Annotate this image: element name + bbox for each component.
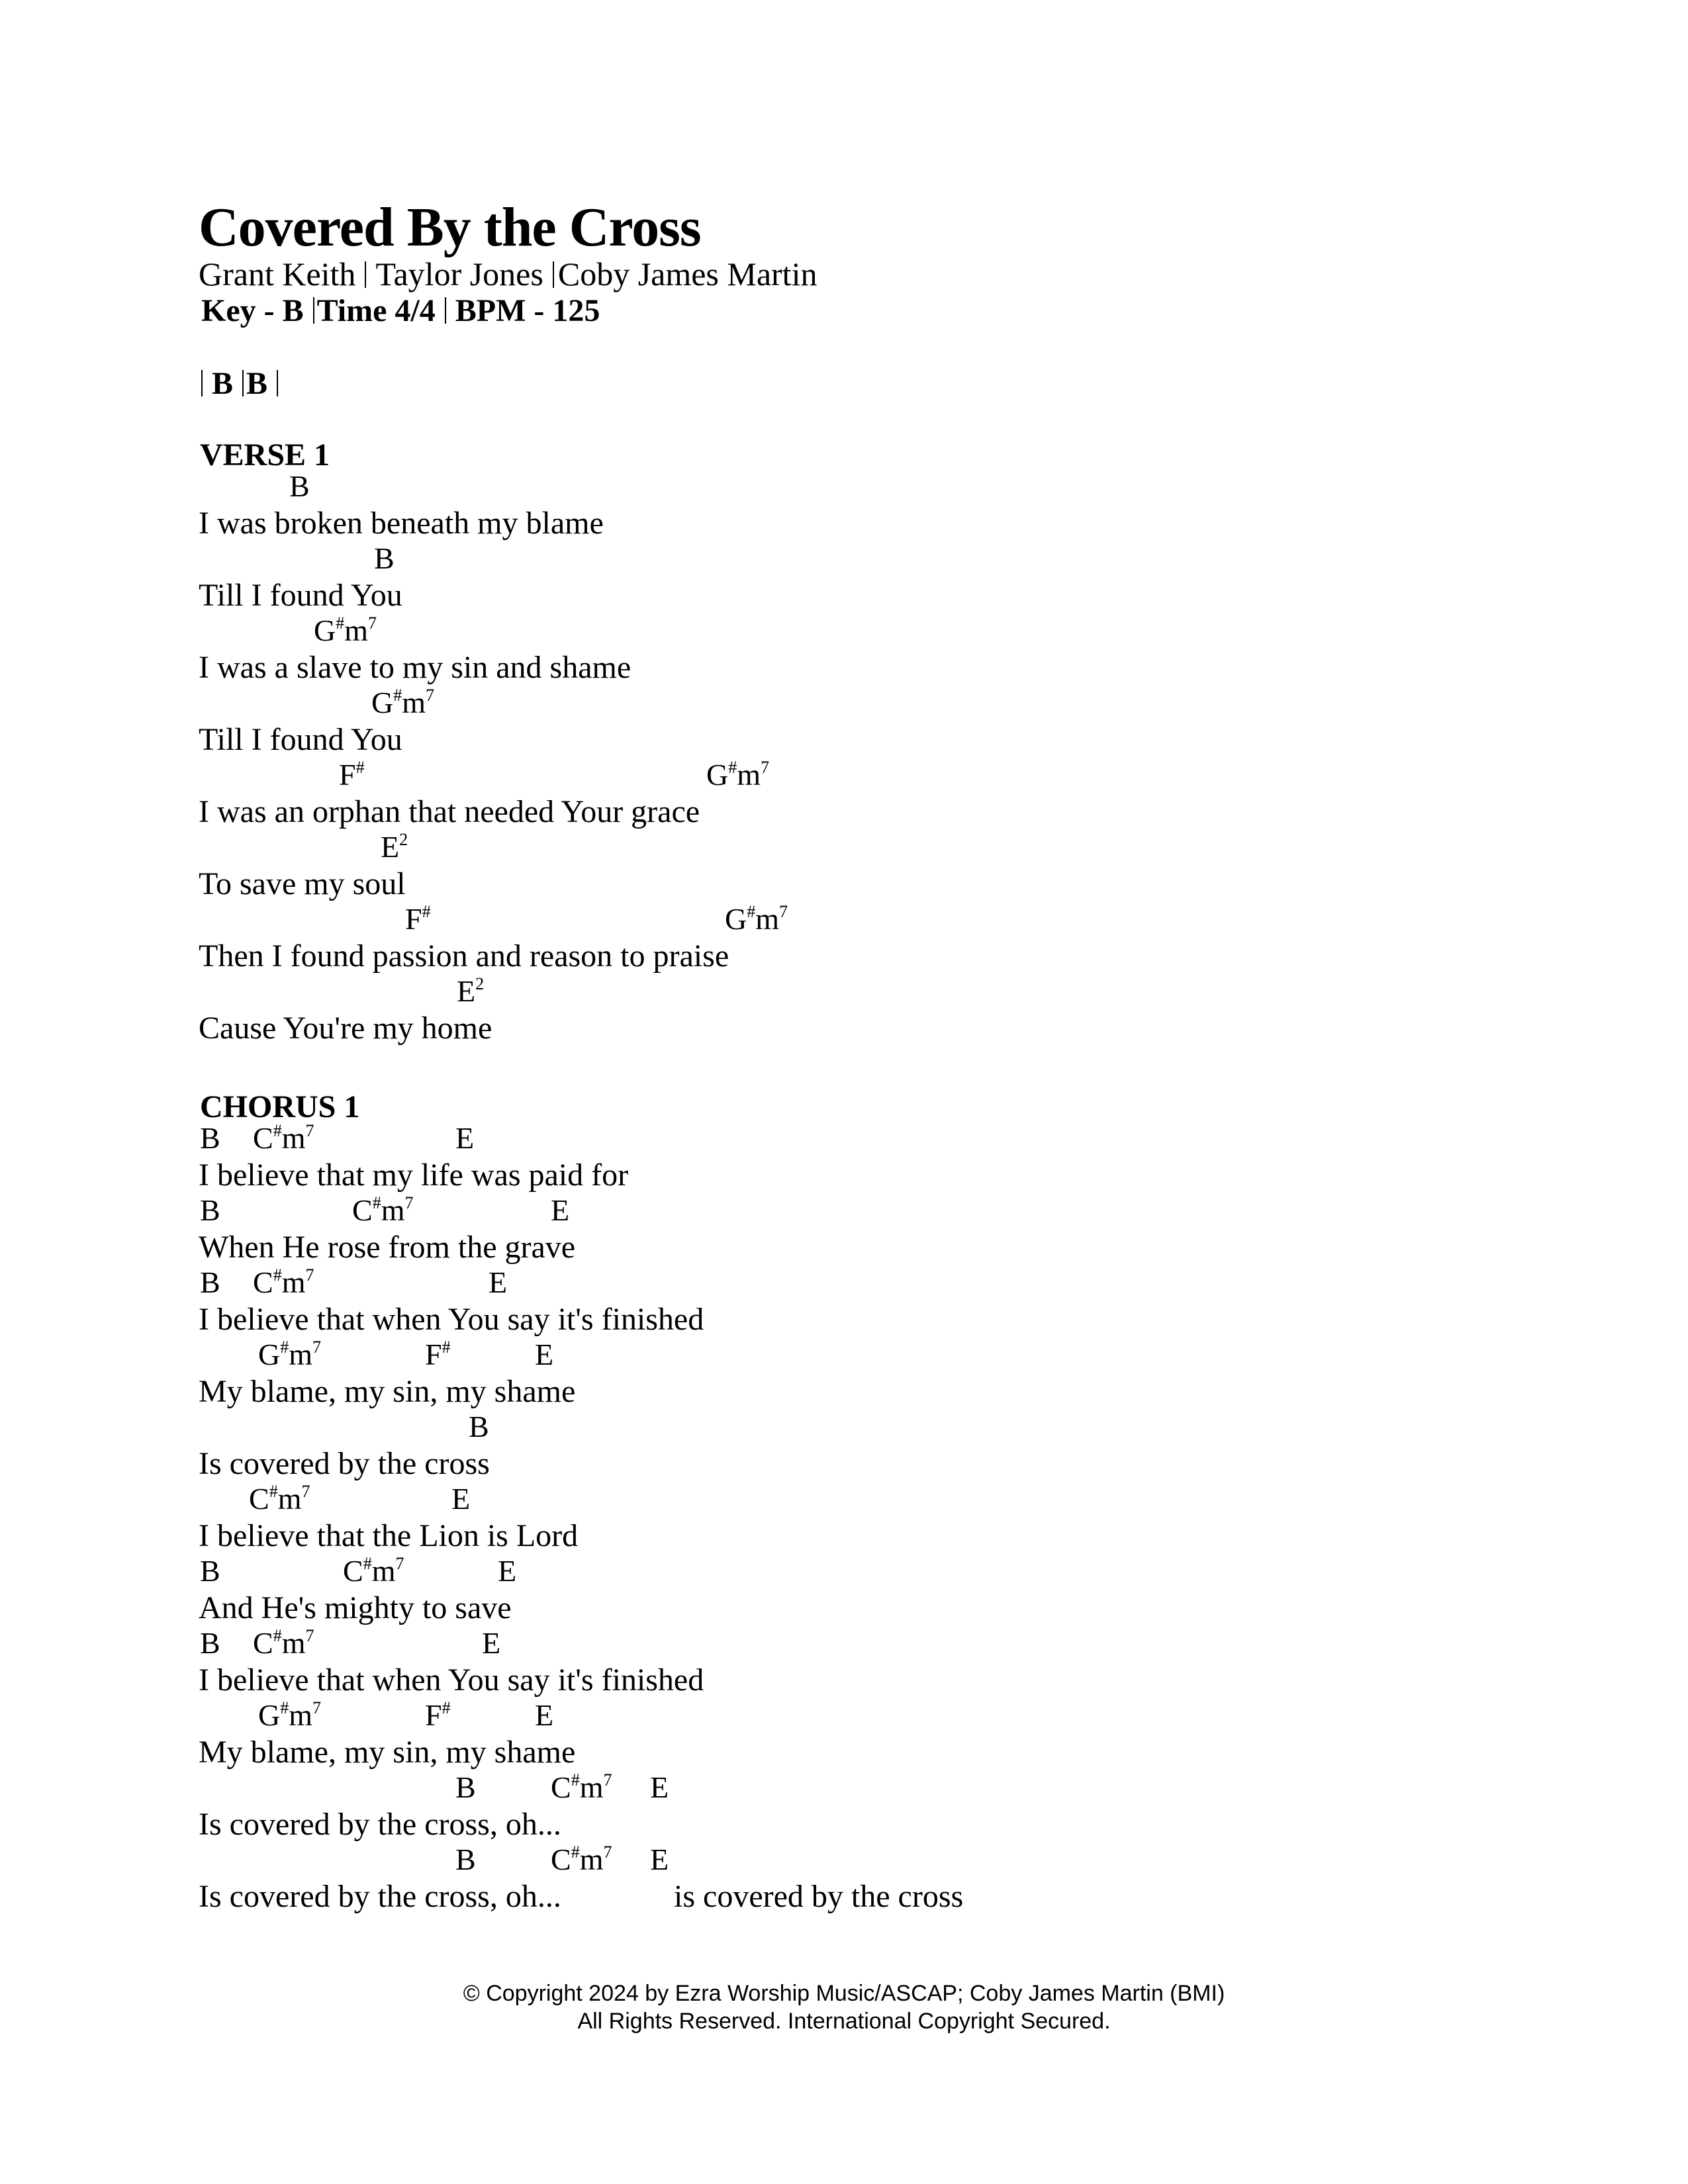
sharp-symbol: # [363, 1554, 372, 1573]
lyric-line: I was broken beneath my blame [199, 506, 604, 541]
chord [405, 901, 431, 936]
chord-extension: 7 [305, 1265, 314, 1285]
chord [725, 901, 788, 936]
chord [371, 685, 434, 720]
lyric-line: Is covered by the cross, oh... [199, 1879, 561, 1914]
chord-root: C [253, 1626, 273, 1660]
lyric-line: Till I found You [199, 578, 402, 613]
lyric-line: Cause You're my home [199, 1011, 492, 1046]
chord-root: E [457, 974, 476, 1008]
copyright-notice: © Copyright 2024 by Ezra Worship Music/ASCAP; Coby James Martin (BMI) [463, 1981, 1225, 2006]
section-label: VERSE 1 [200, 437, 330, 473]
chord-extension: 2 [399, 830, 408, 849]
chord [535, 1337, 553, 1372]
chord-extension: 7 [312, 1338, 322, 1357]
sharp-symbol: # [273, 1121, 282, 1140]
chord [650, 1842, 669, 1877]
chord-root: B [455, 1770, 476, 1804]
chord [339, 757, 365, 792]
chord-quality: m [289, 1698, 313, 1732]
sharp-symbol: # [393, 686, 402, 705]
chord-root: C [352, 1193, 373, 1227]
chord-root: G [371, 686, 394, 719]
chord [535, 1698, 553, 1733]
song-key: Key - B [201, 293, 304, 328]
chord-quality: m [755, 902, 780, 936]
chord-root: C [343, 1554, 363, 1588]
chord-root: F [339, 758, 356, 792]
sharp-symbol: # [442, 1698, 451, 1717]
chord [551, 1842, 612, 1877]
writer-name: Taylor Jones [375, 255, 543, 293]
lyric-line: I believe that the Lion is Lord [199, 1518, 579, 1553]
chord-root: C [551, 1843, 571, 1876]
chord-quality: m [381, 1193, 405, 1227]
lyric-line: When He rose from the grave [199, 1230, 576, 1265]
sharp-symbol: # [571, 1843, 580, 1862]
time-signature: Time 4/4 [316, 293, 436, 328]
chord-quality: m [371, 1554, 396, 1588]
intro-chord: B [246, 366, 268, 401]
chord [258, 1698, 321, 1733]
chord [343, 1553, 404, 1588]
chord-extension: 7 [426, 686, 435, 705]
song-meta-line [201, 293, 600, 329]
chord [200, 1120, 220, 1156]
lyric-line: I believe that when You say it's finished [199, 1302, 704, 1337]
chord [489, 1265, 507, 1300]
sharp-symbol: # [280, 1698, 289, 1717]
chord [457, 974, 484, 1009]
sharp-symbol: # [372, 1193, 381, 1212]
chord-extension: 7 [603, 1770, 612, 1790]
chord [258, 1337, 321, 1372]
sharp-symbol: # [355, 758, 365, 777]
lyric-line: I was an orphan that needed Your grace [199, 794, 700, 829]
writer-name: Coby James Martin [557, 255, 818, 293]
chord-extension: 7 [404, 1193, 414, 1212]
sharp-symbol: # [442, 1338, 451, 1357]
separator-bar [553, 261, 554, 288]
lyric-line: Till I found You [199, 722, 402, 757]
chord [200, 1553, 220, 1588]
chord-root: B [200, 1626, 220, 1660]
chord [551, 1770, 612, 1805]
song-title: Covered By the Cross [199, 197, 701, 258]
chord [253, 1265, 314, 1300]
chord-root: B [374, 541, 395, 575]
chord [289, 469, 310, 504]
chord-root: E [535, 1698, 554, 1732]
chord-root: E [455, 1121, 475, 1155]
lyric-line: Is covered by the cross [199, 1446, 490, 1481]
song-bpm: BPM - 125 [455, 293, 600, 328]
chord-extension: 7 [779, 902, 788, 921]
lyric-line-tag: is covered by the cross [674, 1879, 964, 1914]
chord [482, 1625, 500, 1661]
chord-root: G [706, 758, 729, 792]
lyric-line: Is covered by the cross, oh... [199, 1807, 561, 1842]
chord-root: E [498, 1554, 517, 1588]
sharp-symbol: # [280, 1338, 289, 1357]
lyric-line: My blame, my sin, my shame [199, 1735, 576, 1770]
chord [498, 1553, 516, 1588]
chord [469, 1409, 489, 1444]
chord-extension: 7 [603, 1843, 612, 1862]
chord-quality: m [579, 1843, 604, 1876]
chord-root: B [469, 1410, 489, 1443]
chord [551, 1193, 569, 1228]
chord [253, 1120, 314, 1156]
intro-chords [201, 365, 287, 402]
chord-quality: m [402, 686, 426, 719]
chord-root: B [200, 1193, 220, 1227]
chord-root: E [535, 1338, 554, 1371]
chord-extension: 7 [395, 1554, 404, 1573]
separator-bar [313, 297, 314, 324]
chord-root: E [650, 1843, 669, 1876]
chord-root: G [258, 1698, 281, 1732]
lyric-line: I believe that when You say it's finished [199, 1662, 704, 1698]
separator-bar [365, 261, 366, 288]
sharp-symbol: # [422, 902, 431, 921]
chord-extension: 7 [301, 1482, 310, 1501]
chord [200, 1625, 220, 1661]
chord [650, 1770, 669, 1805]
chord [451, 1481, 470, 1516]
chord-root: C [551, 1770, 571, 1804]
chord-root: C [253, 1121, 273, 1155]
sharp-symbol: # [728, 758, 737, 777]
chord [455, 1842, 476, 1877]
bar-line [242, 370, 244, 396]
chord [706, 757, 769, 792]
chord-root: G [725, 902, 747, 936]
chord [200, 1265, 220, 1300]
chord-root: B [200, 1121, 220, 1155]
chord-quality: m [579, 1770, 604, 1804]
chord-extension: 7 [305, 1626, 314, 1645]
chord [253, 1625, 314, 1661]
chord-root: B [455, 1843, 476, 1876]
chord [381, 829, 408, 864]
lyric-line: I was a slave to my sin and shame [199, 650, 632, 685]
chord-quality: m [281, 1626, 306, 1660]
chord [314, 613, 377, 648]
chord-root: E [551, 1193, 570, 1227]
chord [455, 1120, 474, 1156]
chord-root: B [289, 469, 310, 503]
sharp-symbol: # [747, 902, 756, 921]
writer-name: Grant Keith [199, 255, 356, 293]
bar-line [277, 370, 278, 396]
chord-root: G [314, 614, 336, 647]
rights-notice: All Rights Reserved. International Copyright Secured. [577, 2009, 1111, 2034]
chord-root: E [489, 1265, 508, 1299]
separator-bar [445, 297, 446, 324]
chord-root: E [451, 1482, 471, 1516]
chord-quality: m [277, 1482, 302, 1516]
sharp-symbol: # [336, 614, 345, 633]
chord-root: F [425, 1698, 442, 1732]
sharp-symbol: # [269, 1482, 278, 1501]
lyric-line: Then I found passion and reason to praise [199, 938, 729, 974]
chord-root: C [249, 1482, 269, 1516]
sharp-symbol: # [571, 1770, 580, 1790]
chord [374, 541, 395, 576]
chord-extension: 7 [761, 758, 770, 777]
section-label: CHORUS 1 [200, 1089, 360, 1124]
lyric-line: My blame, my sin, my shame [199, 1374, 576, 1409]
chord-extension: 7 [312, 1698, 322, 1717]
chord-quality: m [344, 614, 369, 647]
chord [455, 1770, 476, 1805]
chord [425, 1698, 451, 1733]
chord-extension: 7 [305, 1121, 314, 1140]
chord [425, 1337, 451, 1372]
chord-root: C [253, 1265, 273, 1299]
lyric-line: I believe that my life was paid for [199, 1158, 629, 1193]
chord-root: E [650, 1770, 669, 1804]
chord-quality: m [737, 758, 761, 792]
chord-root: B [200, 1554, 220, 1588]
chord-quality: m [281, 1265, 306, 1299]
chord-root: B [200, 1265, 220, 1299]
lyric-line: And He's mighty to save [199, 1590, 512, 1625]
chord-extension: 2 [475, 974, 485, 993]
chord-root: G [258, 1338, 281, 1371]
sharp-symbol: # [273, 1265, 282, 1285]
bar-line [201, 370, 203, 396]
chord [352, 1193, 413, 1228]
chord [249, 1481, 310, 1516]
chord-root: F [405, 902, 422, 936]
chord-root: E [482, 1626, 501, 1660]
chord [200, 1193, 220, 1228]
writers-line [199, 255, 817, 293]
chord-quality: m [289, 1338, 313, 1371]
lyric-line: To save my soul [199, 866, 406, 901]
chord-extension: 7 [368, 614, 377, 633]
sharp-symbol: # [273, 1626, 282, 1645]
chord-root: F [425, 1338, 442, 1371]
chord-root: E [381, 830, 400, 864]
chord-quality: m [281, 1121, 306, 1155]
intro-chord: B [212, 366, 234, 401]
